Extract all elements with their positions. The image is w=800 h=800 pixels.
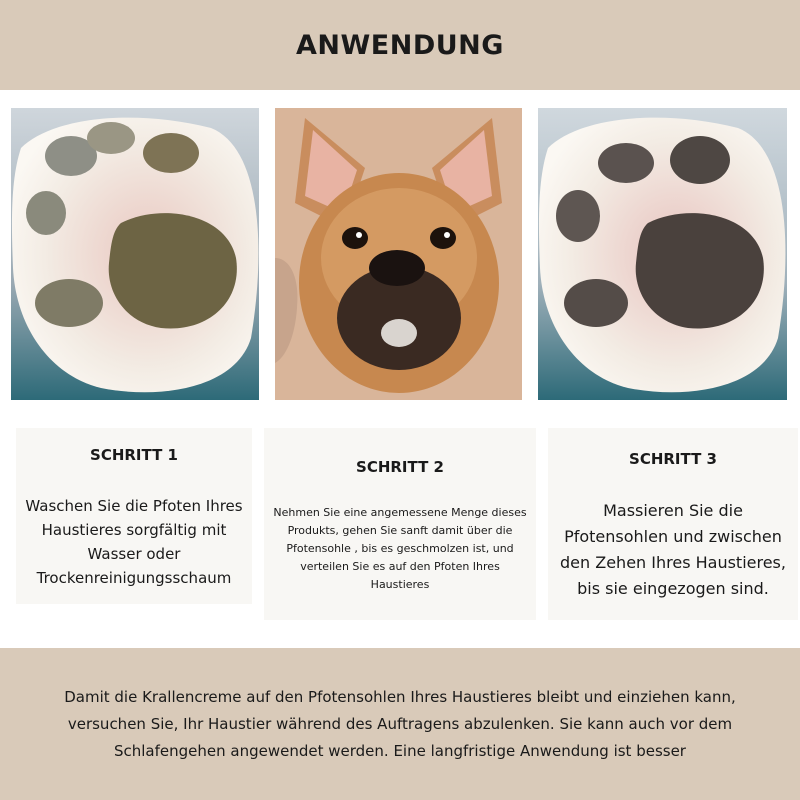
footer-line: versuchen Sie, Ihr Haustier während des Auftragens abzulenken. Sie kann auch vor dem [67,714,733,733]
step-3-line: Pfotensohlen und zwischen [564,527,782,546]
paw-pad-dry-photo [11,108,259,400]
step-3-card [548,428,798,620]
step-3-title: SCHRITT 3 [629,450,717,468]
step-1-line: Trockenreinigungsschaum [36,569,232,587]
step-2-line: Haustieres [370,578,430,591]
french-bulldog-photo [275,108,522,400]
footer-line: Schlafengehen angewendet werden. Eine langfristige Anwendung ist besser [113,741,686,760]
step-3-line: bis sie eingezogen sind. [577,579,769,598]
step-2-card [264,428,536,620]
footer-note [64,684,736,765]
step-1-text [25,494,242,590]
step-2-line: Produkts, gehen Sie sanft damit über die [287,524,513,537]
step-3-text [560,498,786,602]
step-2-text [269,504,530,594]
footer-band [0,648,800,800]
paw-pad-treated-photo [538,108,787,400]
step-2-line: verteilen Sie es auf den Pfoten Ihres [300,560,500,573]
page-title: ANWENDUNG [296,29,504,61]
step-1-line: Waschen Sie die Pfoten Ihres [25,497,243,515]
step-1-card [16,428,252,604]
step-3-line: Massieren Sie die [603,501,743,520]
step-2-line: Pfotensohle , bis es geschmolzen ist, und [286,542,514,555]
step-2-title: SCHRITT 2 [356,458,444,476]
header-band [0,0,800,90]
step-1-title: SCHRITT 1 [90,446,178,464]
step-1-line: Wasser oder [87,545,181,563]
footer-line: Damit die Krallencreme auf den Pfotensohlen Ihres Haustieres bleibt und einziehen kann, [64,687,736,706]
step-1-line: Haustieres sorgfältig mit [41,521,227,539]
step-3-line: den Zehen Ihres Haustieres, [560,553,786,572]
step-2-line: Nehmen Sie eine angemessene Menge dieses [273,506,527,519]
